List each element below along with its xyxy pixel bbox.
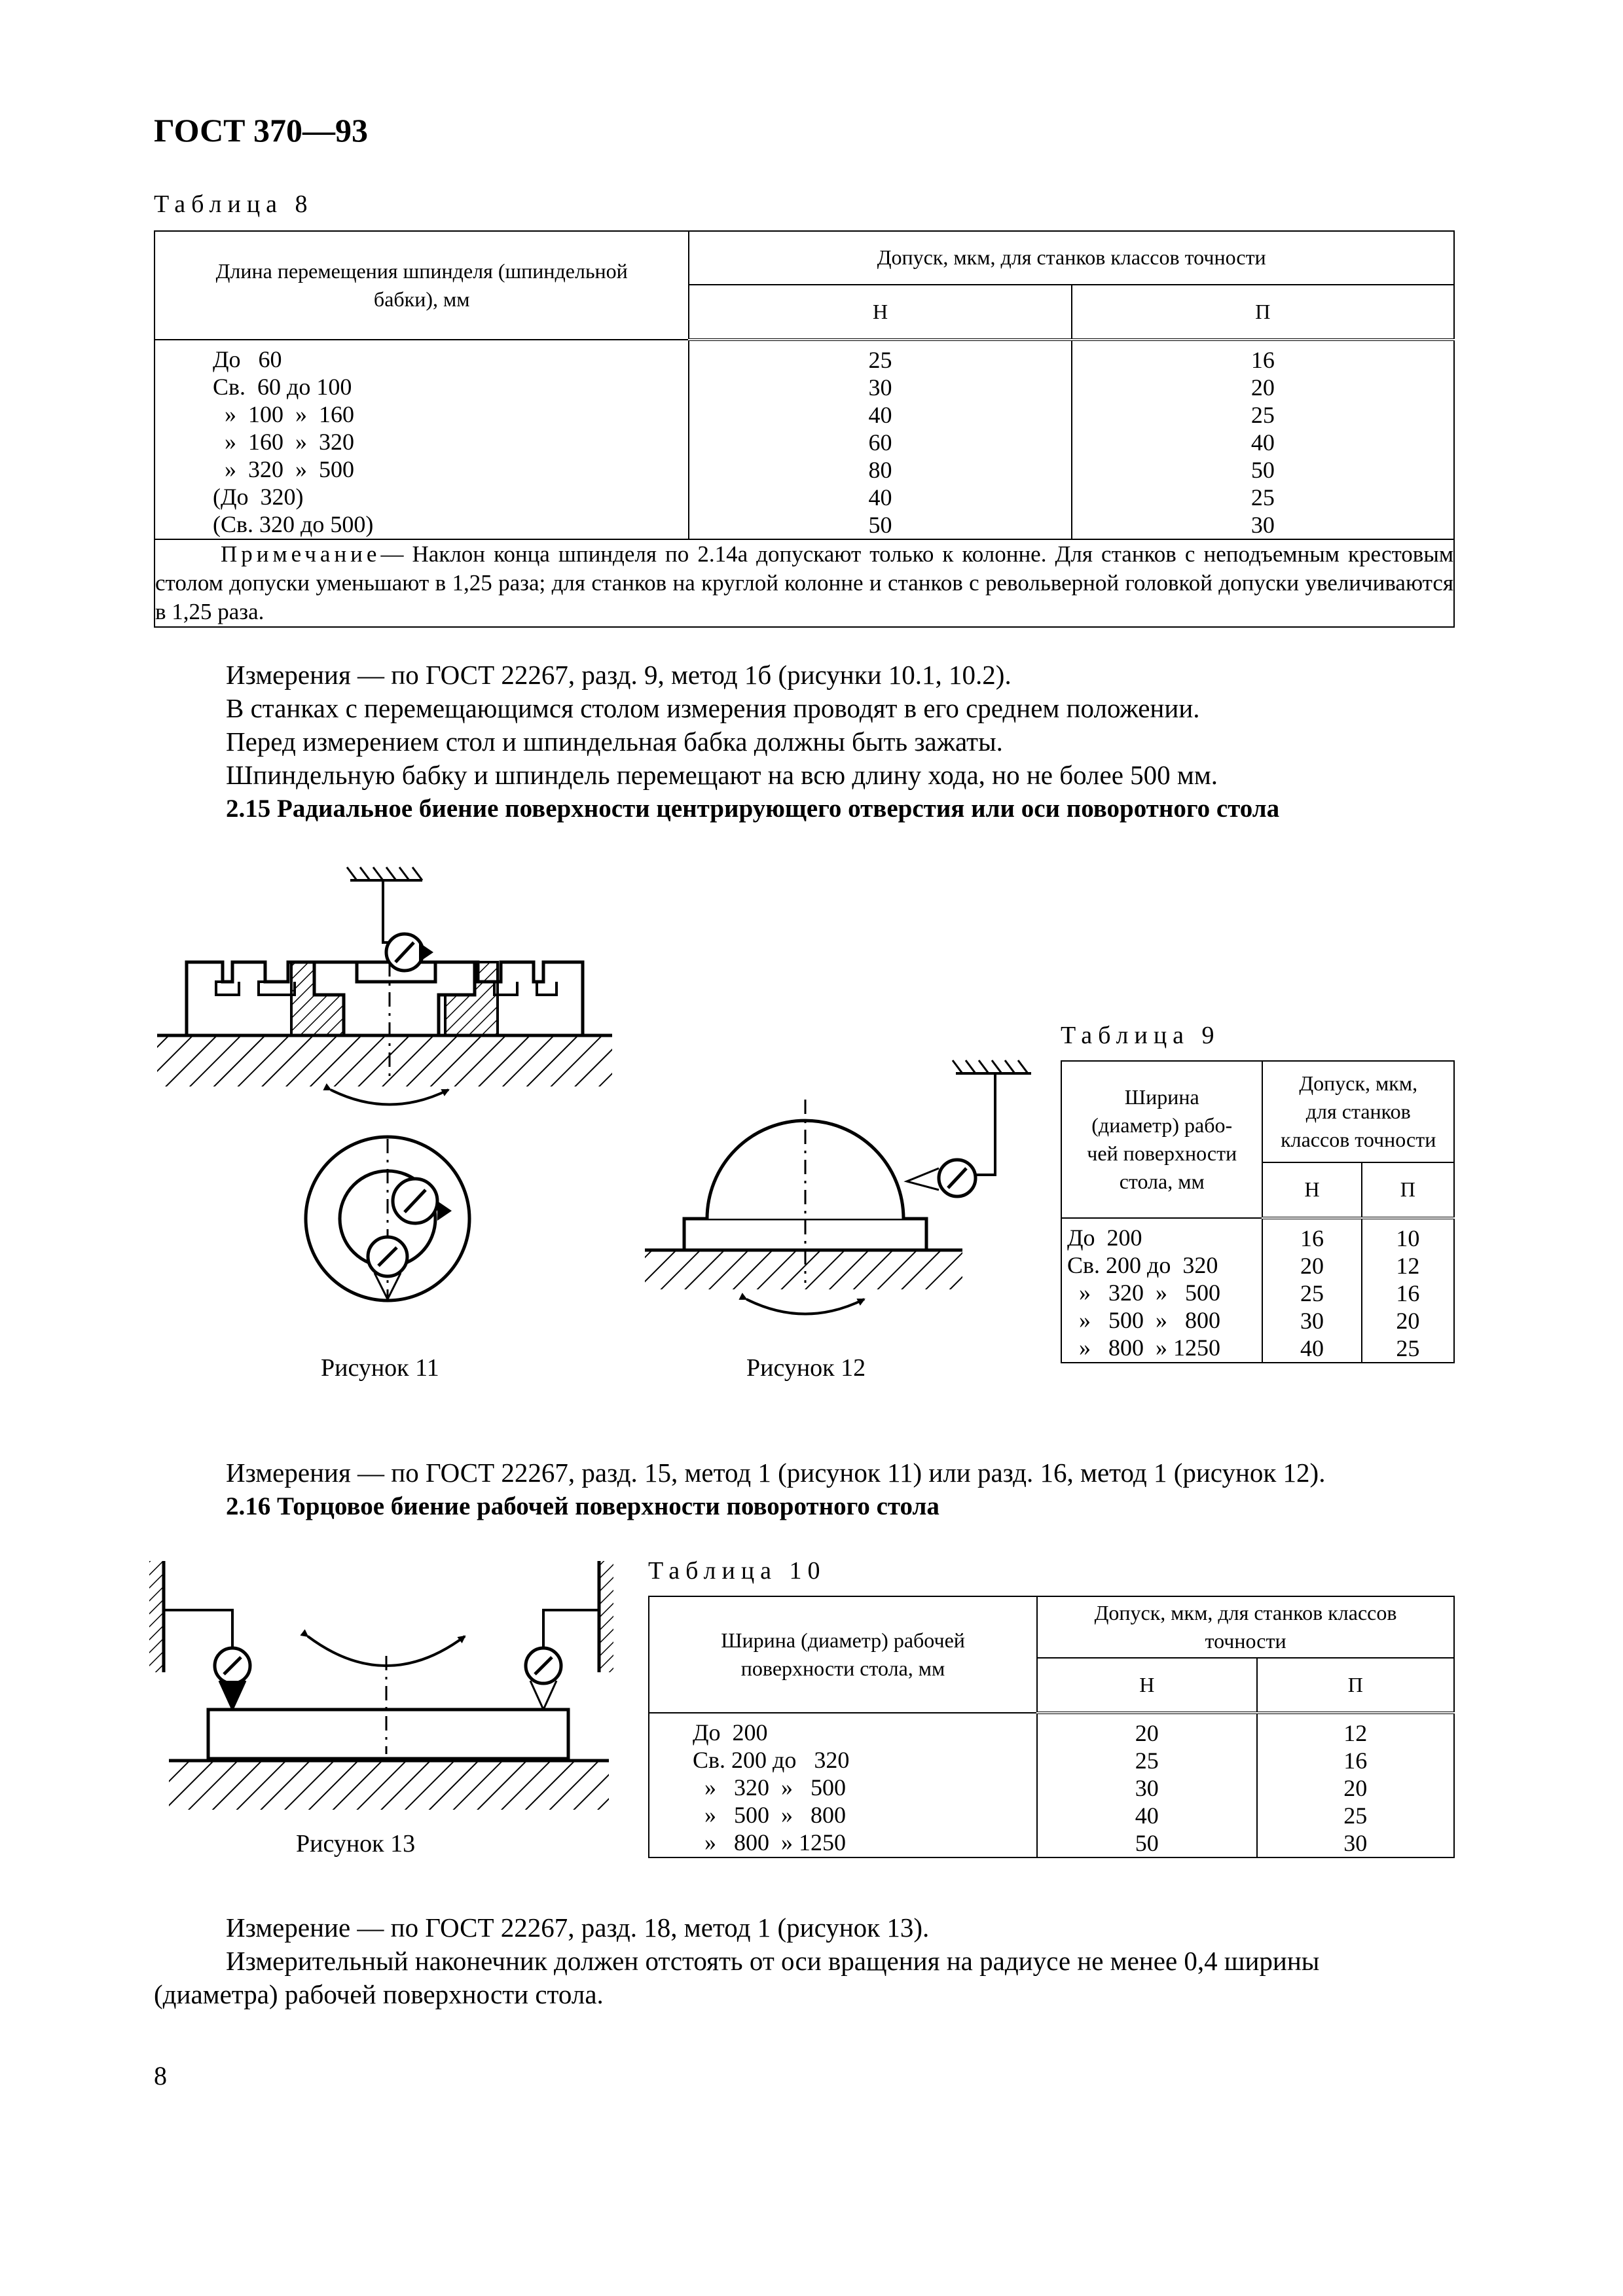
table9-p-value: 25 bbox=[1396, 1335, 1420, 1361]
table10-p-value: 30 bbox=[1343, 1830, 1368, 1856]
table8-p-value: 25 bbox=[1250, 484, 1275, 511]
table10-h-value: 25 bbox=[1135, 1748, 1159, 1774]
table10-h-values bbox=[1037, 1713, 1256, 1857]
text-line: Шпиндельную бабку и шпиндель перемещают на всю длину хода, но не более 500 мм. bbox=[226, 760, 1218, 790]
table9-labels bbox=[1061, 1218, 1262, 1363]
table9-p-value: 20 bbox=[1396, 1308, 1420, 1334]
text-line: Измерительный наконечник должен отстоять от оси вращения на радиусе не менее 0,4 ширины bbox=[226, 1946, 1320, 1976]
table10-p-values bbox=[1257, 1713, 1455, 1857]
table8-h-value: 25 bbox=[868, 347, 892, 373]
table8-p-value: 16 bbox=[1250, 347, 1275, 373]
table9-p-value: 10 bbox=[1396, 1225, 1420, 1251]
text-line: Измерение — по ГОСТ 22267, разд. 18, метод 1 (рисунок 13). bbox=[226, 1912, 930, 1943]
table9-h-value: 16 bbox=[1300, 1225, 1324, 1251]
table10-row-label: Св. 200 до 320 bbox=[693, 1747, 850, 1773]
section-heading-2-15: 2.15 Радиальное биение поверхности центрирующего отверстия или оси поворотного стола bbox=[226, 795, 1280, 823]
table9-h-value: 20 bbox=[1300, 1253, 1324, 1279]
text-line: Перед измерением стол и шпиндельная бабка должны быть зажаты. bbox=[226, 726, 1003, 757]
table8-class-h: Н bbox=[689, 285, 1071, 340]
section-heading-2-16: 2.16 Торцовое биение рабочей поверхности поворотного стола bbox=[226, 1492, 939, 1520]
table8-note-word: Примечание bbox=[221, 541, 381, 567]
table10-row-label: » 320 » 500 bbox=[693, 1774, 846, 1801]
table9-h-value: 25 bbox=[1300, 1280, 1324, 1306]
table10-tolerance-header: Допуск, мкм, для станков классов точности bbox=[1037, 1596, 1454, 1658]
table10-col1-header: Ширина (диаметр) рабочей поверхности стола, мм bbox=[649, 1596, 1037, 1713]
table10-labels bbox=[649, 1713, 1037, 1857]
figure-13-caption: Рисунок 13 bbox=[296, 1830, 416, 1857]
table8-row-label: » 160 » 320 bbox=[213, 429, 354, 455]
table9-p-values bbox=[1362, 1218, 1454, 1363]
table10-h-value: 20 bbox=[1135, 1720, 1159, 1746]
table9-class-p: П bbox=[1362, 1162, 1454, 1218]
table9-class-h: Н bbox=[1262, 1162, 1361, 1218]
table8-p-value: 20 bbox=[1250, 374, 1275, 401]
table10-class-h: Н bbox=[1037, 1658, 1256, 1713]
table8-row-label: Св. 60 до 100 bbox=[213, 374, 352, 400]
table9-row-label: » 500 » 800 bbox=[1067, 1307, 1220, 1333]
table8-p-value: 50 bbox=[1250, 457, 1275, 483]
text-line: (диаметра) рабочей поверхности стола. bbox=[154, 1979, 604, 2009]
table10-h-value: 30 bbox=[1135, 1775, 1159, 1801]
table8-p-value: 25 bbox=[1250, 402, 1275, 428]
table10-p-value: 25 bbox=[1343, 1803, 1368, 1829]
table9-row-label: » 800 » 1250 bbox=[1067, 1335, 1220, 1361]
table8-row-label: (Св. 320 до 500) bbox=[213, 511, 374, 537]
text-line: Измерения — по ГОСТ 22267, разд. 9, метод 1б (рисунки 10.1, 10.2). bbox=[226, 660, 1012, 690]
table8-p-value: 30 bbox=[1250, 512, 1275, 538]
table9-h-value: 30 bbox=[1300, 1308, 1324, 1334]
table8-class-p: П bbox=[1072, 285, 1454, 340]
table10-p-value: 20 bbox=[1343, 1775, 1368, 1801]
table8-h-value: 40 bbox=[868, 484, 892, 511]
table8-p-value: 40 bbox=[1250, 429, 1275, 456]
table9-p-value: 12 bbox=[1396, 1253, 1420, 1279]
table9-row-label: До 200 bbox=[1067, 1225, 1142, 1251]
document-header: ГОСТ 370—93 bbox=[154, 112, 369, 149]
table9-caption: Таблица 9 bbox=[1061, 1022, 1220, 1049]
table9-h-value: 40 bbox=[1300, 1335, 1324, 1361]
table8-h-value: 40 bbox=[868, 402, 892, 428]
text-line: Измерения — по ГОСТ 22267, разд. 15, метод 1 (рисунок 11) или разд. 16, метод 1 (рисунок 12). bbox=[226, 1458, 1326, 1488]
table8-h-value: 50 bbox=[868, 512, 892, 538]
table8-row-label: До 60 bbox=[213, 346, 282, 372]
table10-p-value: 12 bbox=[1343, 1720, 1368, 1746]
table10-class-p: П bbox=[1257, 1658, 1455, 1713]
figure-12-caption: Рисунок 12 bbox=[746, 1354, 866, 1382]
table10-caption: Таблица 10 bbox=[648, 1557, 826, 1585]
table8-row-label: » 100 » 160 bbox=[213, 401, 354, 427]
table8-col1-header: Длина перемещения шпинделя (шпиндельной бабки), мм bbox=[155, 231, 689, 340]
page-number: 8 bbox=[154, 2061, 167, 2090]
table9 bbox=[1061, 1060, 1455, 1363]
table10-row-label: До 200 bbox=[693, 1719, 768, 1746]
table10-h-value: 50 bbox=[1135, 1830, 1159, 1856]
table8-h-value: 30 bbox=[868, 374, 892, 401]
table9-h-values bbox=[1262, 1218, 1361, 1363]
table9-col1-header: Ширина (диаметр) рабо- чей поверхности стола, мм bbox=[1061, 1061, 1262, 1218]
table8-h-value: 80 bbox=[868, 457, 892, 483]
table10-h-value: 40 bbox=[1135, 1803, 1159, 1829]
table8-tolerance-header: Допуск, мкм, для станков классов точности bbox=[689, 231, 1454, 285]
table8-row-label: » 320 » 500 bbox=[213, 456, 354, 482]
table9-tolerance-header: Допуск, мкм, для станков классов точности bbox=[1262, 1061, 1454, 1162]
table8-note-text: — Наклон конца шпинделя по 2.14а допускают только к колонне. Для станков с неподъемным крестовым столом допуски уменьшают в 1,25 раза; для станков на круглой колонне и станков с револьверной головкой допуски увеличиваются в 1,25 раза. bbox=[155, 541, 1453, 624]
table9-p-value: 16 bbox=[1396, 1280, 1420, 1306]
text-line: В станках с перемещающимся столом измерения проводят в его среднем положении. bbox=[226, 693, 1200, 723]
table8-caption: Таблица 8 bbox=[154, 190, 314, 218]
table8-h-value: 60 bbox=[868, 429, 892, 456]
table9-row-label: Св. 200 до 320 bbox=[1067, 1252, 1218, 1278]
paragraph-measurements-3 bbox=[226, 1911, 1319, 1978]
table10 bbox=[648, 1596, 1455, 1858]
table8-row-label: (До 320) bbox=[213, 484, 304, 510]
table10-p-value: 16 bbox=[1343, 1748, 1368, 1774]
table9-row-label: » 320 » 500 bbox=[1067, 1280, 1220, 1306]
table10-row-label: » 500 » 800 bbox=[693, 1802, 846, 1828]
figure-11-caption: Рисунок 11 bbox=[321, 1354, 439, 1382]
paragraph-measurements-2 bbox=[226, 1456, 1325, 1523]
table10-row-label: » 800 » 1250 bbox=[693, 1829, 846, 1856]
